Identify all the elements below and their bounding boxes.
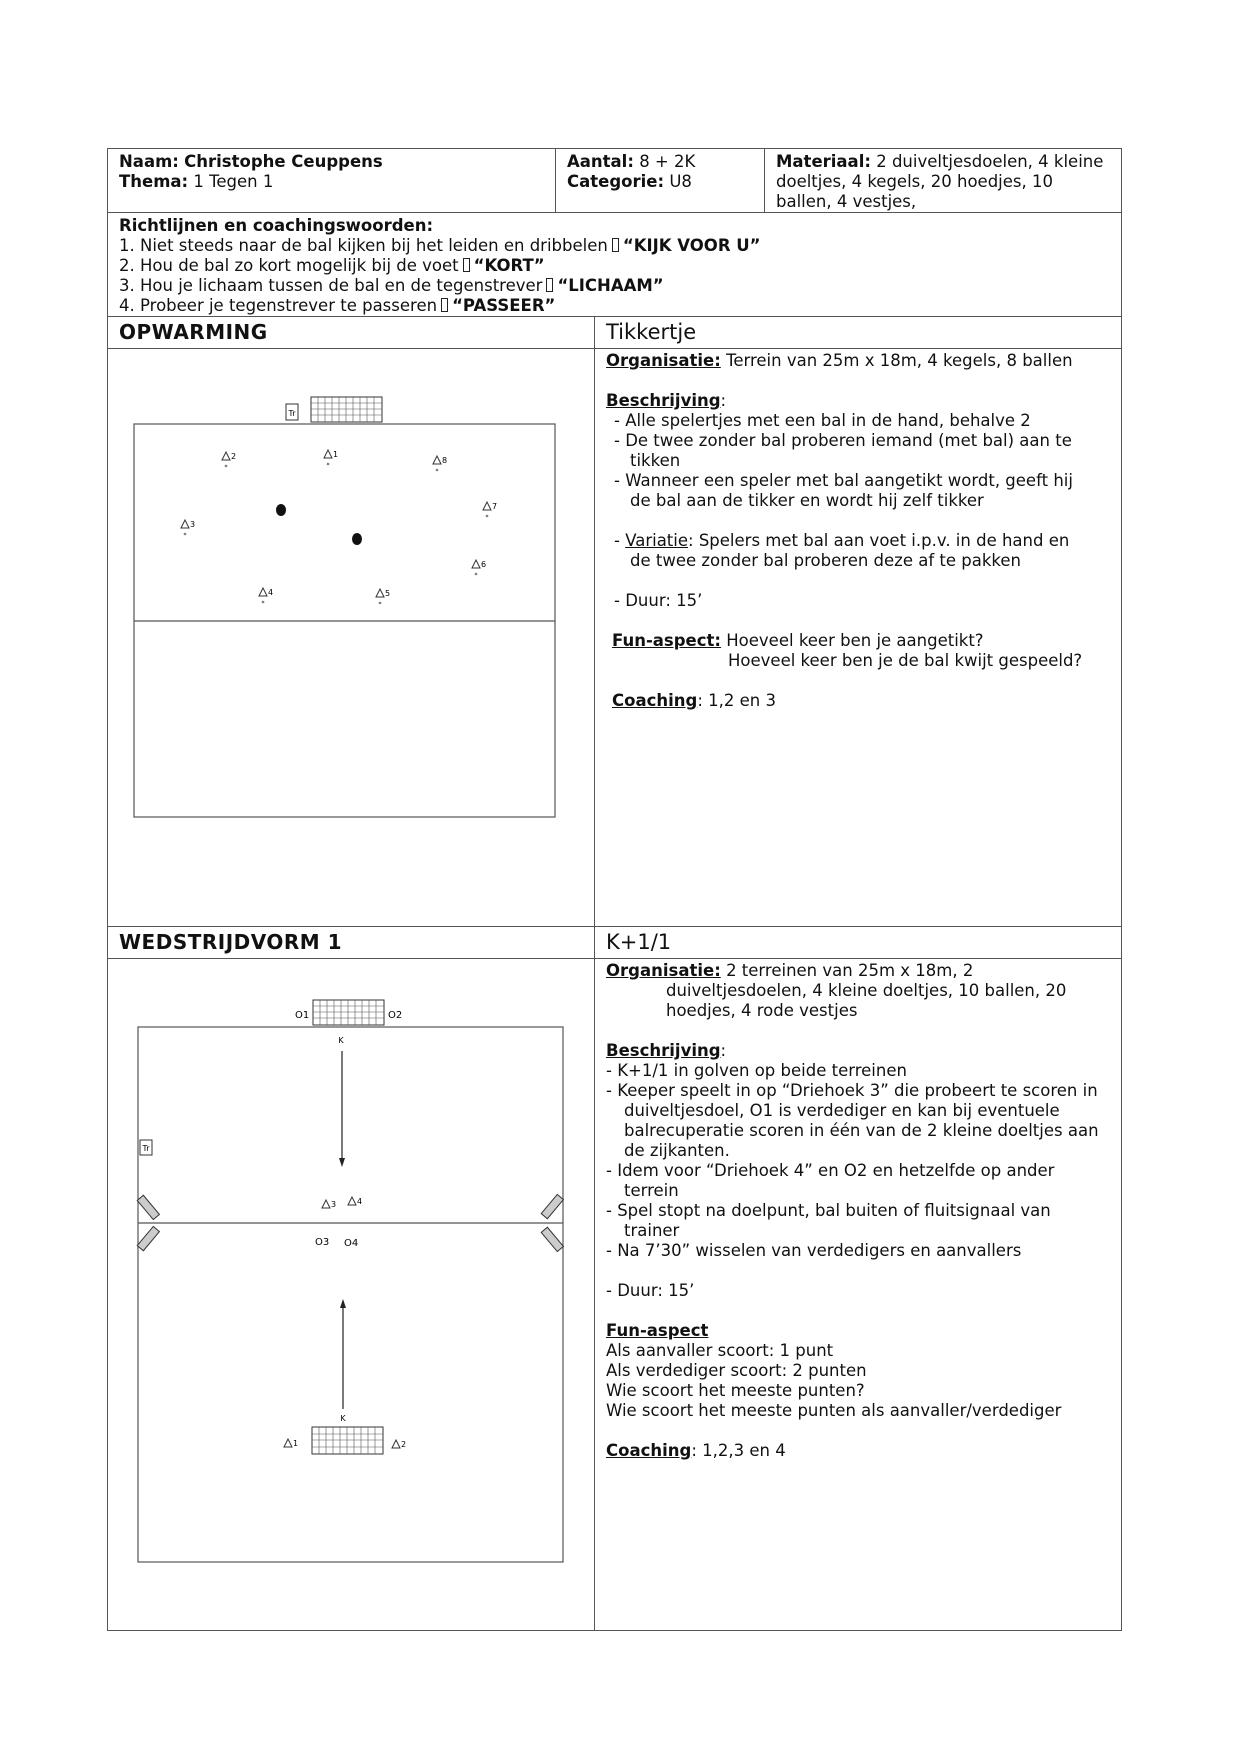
arrow-icon xyxy=(546,278,553,292)
match-subtitle: K+1/1 xyxy=(606,930,672,954)
trainer-marker xyxy=(286,404,298,420)
count-value: 8 + 2K xyxy=(639,152,696,171)
field-outline xyxy=(138,1027,563,1562)
desc-line: - Spel stopt na doelpunt, bal buiten of fluitsignaal van xyxy=(606,1201,1051,1220)
warmup-title: OPWARMING xyxy=(108,317,595,348)
mini-goal xyxy=(541,1194,563,1218)
name-label: Naam: xyxy=(119,152,179,171)
svg-text:*: * xyxy=(474,572,478,579)
svg-text:Tr: Tr xyxy=(288,409,296,418)
goal-net-bottom xyxy=(312,1427,383,1454)
desc-line: - Keeper speelt in op “Driehoek 3” die probeert te scoren in xyxy=(606,1081,1098,1100)
desc-line: - Alle spelertjes met een bal in de hand, behalve 2 xyxy=(614,411,1031,430)
category-value: U8 xyxy=(669,172,692,191)
guidelines-title: Richtlijnen en coachingswoorden: xyxy=(119,216,434,235)
player-marker xyxy=(284,1439,298,1448)
warmup-header-row xyxy=(108,317,1121,349)
ball xyxy=(276,504,286,516)
variation-line: - Variatie: Spelers met bal aan voet i.p.v. in de hand en xyxy=(614,531,1070,550)
name-value: Christophe Ceuppens xyxy=(184,152,383,171)
svg-text:*: * xyxy=(435,468,439,475)
player-marker xyxy=(322,1200,336,1209)
match-diagram-cell xyxy=(108,959,595,1630)
desc-line: - De twee zonder bal proberen iemand (met bal) aan te xyxy=(614,431,1072,450)
desc-line: de bal aan de tikker en wordt hij zelf tikker xyxy=(630,491,984,510)
svg-text:5: 5 xyxy=(385,589,391,598)
o2-marker: O2 xyxy=(388,1010,403,1021)
desc-line: tikken xyxy=(630,451,681,470)
player-marker xyxy=(376,589,390,608)
theme-value: 1 Tegen 1 xyxy=(193,172,274,191)
player-marker xyxy=(348,1197,362,1206)
match-org-text: 2 terreinen van 25m x 18m, 2 xyxy=(726,961,974,980)
goal-net xyxy=(311,397,382,422)
warmup-body-row xyxy=(108,349,1121,927)
arrow-icon xyxy=(441,298,448,312)
duration-line: - Duur: 15’ xyxy=(614,591,703,610)
warmup-org-text: Terrein van 25m x 18m, 4 kegels, 8 ballen xyxy=(726,351,1073,370)
arrow-down-icon xyxy=(339,1051,345,1167)
coaching-line: Coaching: 1,2 en 3 xyxy=(612,691,776,710)
svg-text:*: * xyxy=(326,462,330,469)
material-value: 2 duiveltjesdoelen, 4 kleine doeltjes, 4 kegels, 20 hoedjes, 10 ballen, 4 vestjes, xyxy=(776,152,1104,211)
desc-line: - Wanneer een speler met bal aangetikt wordt, geeft hij xyxy=(614,471,1073,490)
training-sheet xyxy=(107,148,1122,1631)
coaching-line: Coaching: 1,2,3 en 4 xyxy=(606,1441,786,1460)
match-org-text: hoedjes, 4 rode vestjes xyxy=(666,1001,858,1020)
player-marker xyxy=(472,560,486,579)
player-marker xyxy=(259,588,273,607)
player-marker xyxy=(181,520,195,539)
svg-text:1: 1 xyxy=(333,450,339,459)
name-theme-cell xyxy=(108,149,556,212)
match-field-diagram xyxy=(108,959,594,1630)
guidelines-row xyxy=(108,213,1121,317)
variation-line: de twee zonder bal proberen deze af te pakken xyxy=(630,551,1021,570)
svg-text:6: 6 xyxy=(481,560,487,569)
desc-line: - Na 7’30” wisselen van verdedigers en aanvallers xyxy=(606,1241,1022,1260)
ball xyxy=(352,533,362,545)
fun-line: Wie scoort het meeste punten als aanvaller/verdediger xyxy=(606,1401,1062,1420)
svg-text:*: * xyxy=(183,532,187,539)
svg-text:*: * xyxy=(378,601,382,608)
match-org-label: Organisatie: xyxy=(606,961,721,980)
material-cell xyxy=(765,149,1121,212)
desc-line: - Idem voor “Driehoek 4” en O2 en hetzelfde op ander xyxy=(606,1161,1055,1180)
player-marker xyxy=(392,1440,406,1449)
theme-label: Thema: xyxy=(119,172,189,191)
match-title: WEDSTRIJDVORM 1 xyxy=(108,927,595,958)
svg-text:7: 7 xyxy=(492,502,498,511)
svg-text:2: 2 xyxy=(401,1440,407,1449)
match-desc-lines xyxy=(606,1061,1110,1261)
guideline-item: 4. Probeer je tegenstrever te passeren “PASSEER” xyxy=(119,296,556,315)
category-label: Categorie: xyxy=(567,172,665,191)
player-marker xyxy=(433,456,447,475)
warmup-desc-label: Beschrijving xyxy=(606,391,721,410)
svg-text:2: 2 xyxy=(231,452,237,461)
guideline-item: 1. Niet steeds naar de bal kijken bij het leiden en dribbelen “KIJK VOOR U” xyxy=(119,236,761,255)
match-desc-label: Beschrijving xyxy=(606,1041,721,1060)
svg-text:1: 1 xyxy=(293,1439,299,1448)
svg-text:*: * xyxy=(224,464,228,471)
player-marker xyxy=(324,450,338,469)
material-label: Materiaal: xyxy=(776,152,871,171)
svg-text:3: 3 xyxy=(331,1200,337,1209)
svg-text:8: 8 xyxy=(442,456,448,465)
keeper-bottom: K xyxy=(340,1414,346,1423)
warmup-diagram-cell xyxy=(108,349,595,926)
warmup-field-diagram xyxy=(108,349,594,926)
player-marker xyxy=(222,452,236,471)
match-description-cell: Organisatie: 2 terreinen van 25m x 18m, 2 duiveltjesdoelen, 4 kleine doeltjes, 10 ballen, 20 hoedjes, 4 rode vestjes Beschrijving: - K+1/1 in golven op beide terreinen - Keeper speelt in op “Driehoek 3” die probeert te scoren in duiveltjesdoel, O1 is verdediger en kan bij eventuele balrecuperatie scoren in één van de 2 kleine doeltjes aan de zijkanten. - Idem voor “Driehoek 4” en O2 en hetzelfde op ander terrein - Spel stopt na doelpunt, bal buiten of fluitsignaal van trainer - Na 7’30” wisselen van verdedigers en aanvallers - Duur: 15’ Fun-aspect Als aanvaller scoort: 1 punt Als verdediger scoort: 2 punten Wie scoort het meeste punten? Wie scoort het meeste punten als aanvaller/verdediger Coaching: 1,2,3 en 4 xyxy=(595,959,1121,1630)
warmup-subtitle: Tikkertje xyxy=(606,320,697,344)
svg-text:Tr: Tr xyxy=(142,1144,150,1153)
warmup-description-cell: Organisatie: Terrein van 25m x 18m, 4 kegels, 8 ballen Beschrijving: - Alle spelertjes met een bal in de hand, behalve 2 - De twee zonder bal proberen iemand (met bal) aan te tikken - Wanneer een speler met bal aangetikt wordt, geeft hij de bal aan de tikker en wordt hij zelf tikker - Variatie: Spelers met bal aan voet i.p.v. in de hand en de twee zonder bal proberen deze af te pakken - Duur: 15’ Fun-aspect: Hoeveel keer ben je aangetikt? Hoeveel keer ben je de bal kwijt gespeeld? Coaching: 1,2 en 3 xyxy=(595,349,1121,926)
desc-line: balrecuperatie scoren in één van de 2 kleine doeltjes aan xyxy=(624,1121,1099,1140)
svg-text:*: * xyxy=(261,600,265,607)
mini-goal xyxy=(541,1227,563,1251)
guideline-item: 2. Hou de bal zo kort mogelijk bij de voet “KORT” xyxy=(119,256,545,275)
fun-label: Fun-aspect xyxy=(606,1321,709,1340)
arrow-icon xyxy=(463,258,470,272)
fun-line: Als verdediger scoort: 2 punten xyxy=(606,1361,867,1380)
o1-marker: O1 xyxy=(295,1010,310,1021)
match-header-row xyxy=(108,927,1121,959)
player-marker xyxy=(483,502,497,521)
trainer-marker xyxy=(140,1140,152,1155)
fun-line: Wie scoort het meeste punten? xyxy=(606,1381,865,1400)
warmup-org-label: Organisatie: xyxy=(606,351,721,370)
fun-line: Fun-aspect: Hoeveel keer ben je aangetikt? xyxy=(612,631,984,650)
keeper-top: K xyxy=(338,1036,344,1045)
goal-net-top xyxy=(313,1000,384,1025)
fun-line: Hoeveel keer ben je de bal kwijt gespeeld? xyxy=(728,651,1083,670)
mini-goal xyxy=(137,1195,159,1219)
match-body-row xyxy=(108,959,1121,1630)
fun-line: Als aanvaller scoort: 1 punt xyxy=(606,1341,834,1360)
match-org-text: duiveltjesdoelen, 4 kleine doeltjes, 10 ballen, 20 xyxy=(666,981,1067,1000)
svg-text:3: 3 xyxy=(190,520,196,529)
desc-line: duiveltjesdoel, O1 is verdediger en kan bij eventuele xyxy=(624,1101,1060,1120)
svg-text:4: 4 xyxy=(268,588,274,597)
svg-text:4: 4 xyxy=(357,1197,363,1206)
arrow-up-icon xyxy=(340,1299,346,1409)
svg-text:*: * xyxy=(485,514,489,521)
guidelines-cell xyxy=(108,213,1121,316)
header-row xyxy=(108,149,1121,213)
count-category-cell xyxy=(556,149,765,212)
arrow-icon xyxy=(612,238,619,252)
o4-marker: O4 xyxy=(344,1238,359,1249)
desc-line: terrein xyxy=(624,1181,679,1200)
o3-marker: O3 xyxy=(315,1237,330,1248)
mini-goal xyxy=(137,1226,159,1250)
desc-line: - K+1/1 in golven op beide terreinen xyxy=(606,1061,907,1080)
duration-line: - Duur: 15’ xyxy=(606,1281,695,1300)
count-label: Aantal: xyxy=(567,152,634,171)
guideline-item: 3. Hou je lichaam tussen de bal en de tegenstrever “LICHAAM” xyxy=(119,276,664,295)
desc-line: trainer xyxy=(624,1221,680,1240)
desc-line: de zijkanten. xyxy=(624,1141,730,1160)
